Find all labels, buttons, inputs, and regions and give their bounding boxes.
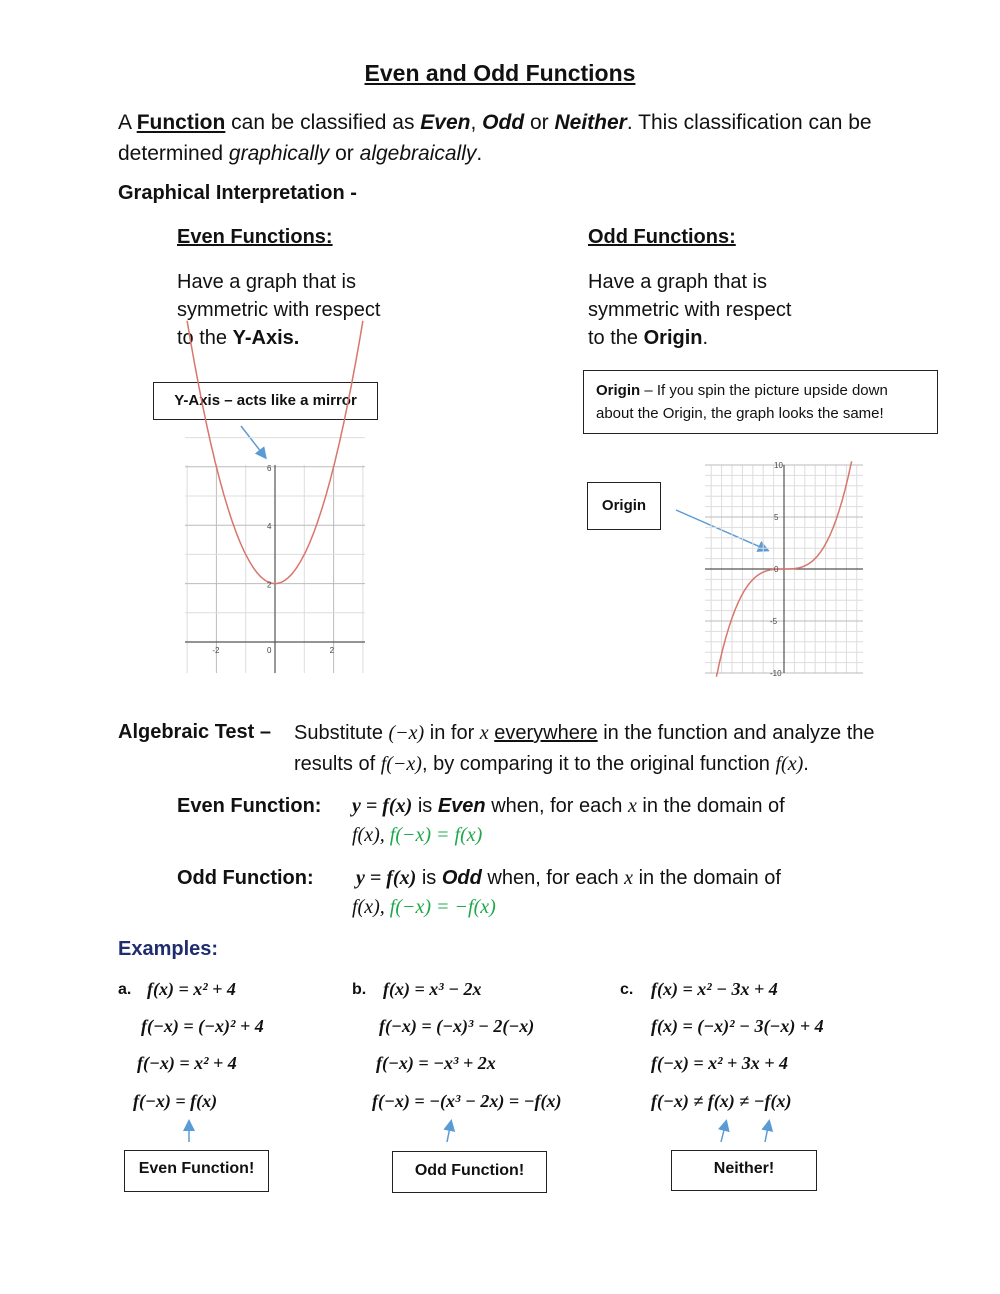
y-tick-label: 5: [774, 513, 779, 522]
example-c-arrow-2: [765, 1122, 769, 1142]
x-tick-label: 0: [267, 646, 272, 655]
even-function-result: Even Function!: [124, 1150, 269, 1192]
example-c-line-3: f(−x) = x² + 3x + 4: [651, 1053, 789, 1073]
example-b-line-3: f(−x) = −x³ + 2x: [376, 1053, 496, 1073]
algebraic-test-label: Algebraic Test –: [118, 721, 272, 743]
example-c-arrow-1: [721, 1122, 726, 1142]
example-a-letter: a.: [118, 981, 132, 998]
function-term: Function: [136, 111, 226, 134]
example-c-letter: c.: [620, 981, 634, 998]
example-a-line-2: f(−x) = (−x)² + 4: [141, 1016, 264, 1036]
y-tick-label: -10: [770, 669, 782, 678]
y-tick-label: 4: [267, 522, 272, 532]
y-tick-label: 6: [267, 463, 272, 473]
example-b-line-2: f(−x) = (−x)³ − 2(−x): [379, 1016, 535, 1036]
even-description: Have a graph that is symmetric with respect to the Y-Axis.: [177, 271, 381, 349]
odd-function-definition: y = f(x) is Odd when, for each x in the domain of f(x), f(−x) = −f(x): [352, 867, 781, 918]
examples-heading: Examples:: [118, 938, 219, 960]
yaxis-arrow: [241, 426, 265, 457]
example-c-line-1: f(x) = x² − 3x + 4: [651, 979, 778, 999]
odd-function-label: Odd Function:: [177, 867, 314, 889]
even-function-label: Even Function:: [177, 795, 322, 817]
example-a-line-1: f(x) = x² + 4: [147, 979, 236, 999]
intro-paragraph: A Function can be classified as Even, Odd or Neither. This classification can be determined graphically or algebraically.: [118, 111, 872, 165]
odd-function-result: Odd Function!: [392, 1151, 547, 1193]
example-a-line-4: f(−x) = f(x): [133, 1091, 218, 1111]
even-function-definition: y = f(x) is Even when, for each x in the domain of f(x), f(−x) = f(x): [352, 795, 785, 846]
origin-callout: Origin – If you spin the picture upside down about the Origin, the graph looks the same!: [583, 370, 938, 434]
example-arrows: [0, 1110, 1000, 1150]
origin-label-box: Origin: [587, 482, 661, 530]
x-tick-label: -2: [212, 646, 220, 655]
example-a-line-3: f(−x) = x² + 4: [137, 1053, 237, 1073]
y-tick-label: 0: [774, 565, 779, 574]
page-title: Even and Odd Functions: [364, 60, 636, 86]
graphical-heading: Graphical Interpretation -: [118, 182, 357, 204]
yaxis-mirror-callout: Y-Axis – acts like a mirror: [153, 382, 378, 420]
odd-description: Have a graph that is symmetric with respect to the Origin.: [588, 271, 792, 349]
odd-function-graph: [705, 461, 863, 678]
algebraic-test-description: Substitute (−x) in for x everywhere in the function and analyze the results of f(−x), by comparing it to the original function f(x).: [294, 722, 875, 775]
example-b-letter: b.: [352, 981, 367, 998]
even-function-graph: [185, 465, 365, 673]
y-tick-label: -5: [770, 617, 778, 626]
neither-result: Neither!: [671, 1150, 817, 1191]
example-c-line-4: f(−x) ≠ f(x) ≠ −f(x): [651, 1091, 792, 1111]
y-tick-label: 2: [267, 580, 272, 590]
y-tick-label: 10: [774, 461, 783, 470]
x-tick-label: 2: [329, 646, 335, 655]
odd-functions-heading: Odd Functions:: [588, 226, 736, 248]
example-b-line-4: f(−x) = −(x³ − 2x) = −f(x): [372, 1091, 562, 1111]
example-b-arrow: [447, 1122, 451, 1142]
example-c-line-2: f(x) = (−x)² − 3(−x) + 4: [651, 1016, 824, 1036]
even-functions-heading: Even Functions:: [177, 226, 333, 248]
example-b-line-1: f(x) = x³ − 2x: [383, 979, 482, 999]
